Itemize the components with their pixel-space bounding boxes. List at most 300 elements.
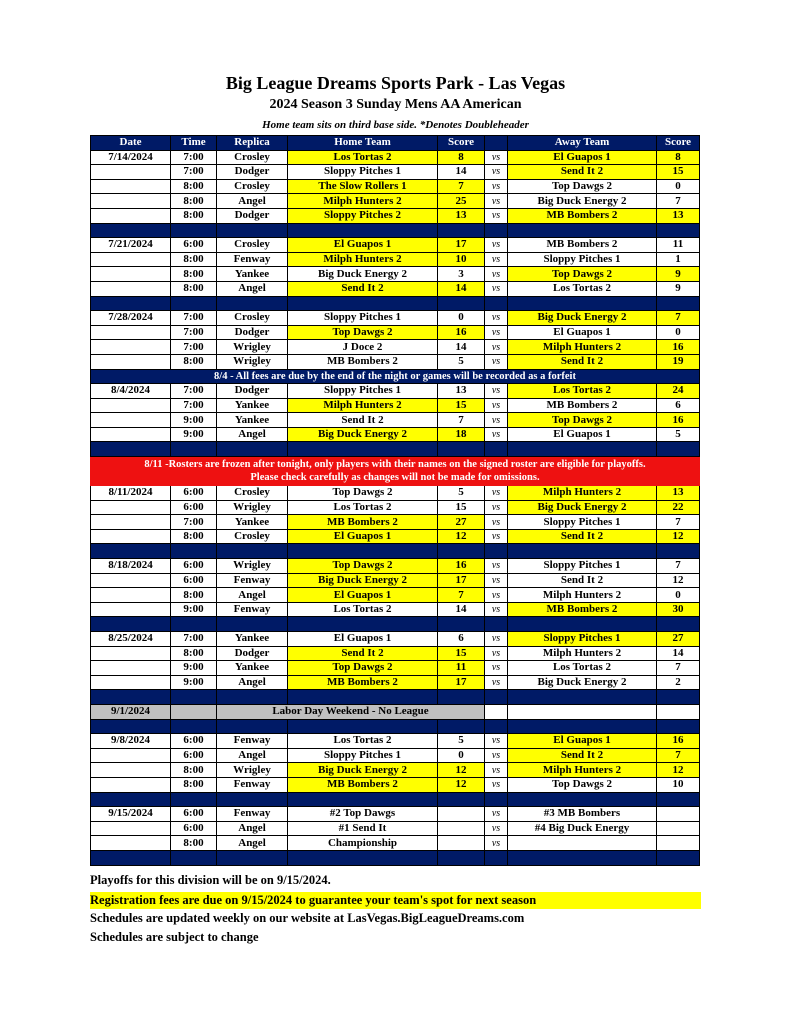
replica-field-cell: Crosley xyxy=(217,311,288,326)
time-cell: 8:00 xyxy=(171,836,217,851)
replica-field-cell: Angel xyxy=(217,821,288,836)
home-team-cell: Send It 2 xyxy=(288,413,438,428)
vs-cell: vs xyxy=(485,777,508,792)
spacer-cell xyxy=(485,617,508,632)
home-score-cell: 11 xyxy=(438,661,485,676)
holiday-row xyxy=(91,704,700,719)
spacer-cell xyxy=(288,792,438,807)
table-row xyxy=(91,238,700,253)
table-row xyxy=(91,646,700,661)
date-cell: 8/4/2024 xyxy=(91,384,171,399)
spacer-cell xyxy=(657,296,700,311)
registration-note: Registration fees are due on 9/15/2024 to guarantee your team's spot for next season xyxy=(90,892,701,909)
away-score-cell xyxy=(657,807,700,822)
col-header-home-score: Score xyxy=(438,136,485,151)
col-header-time: Time xyxy=(171,136,217,151)
spacer-cell xyxy=(438,442,485,457)
home-team-cell: Big Duck Energy 2 xyxy=(288,267,438,282)
home-score-cell: 18 xyxy=(438,427,485,442)
table-row xyxy=(91,208,700,223)
away-team-cell: Send It 2 xyxy=(508,748,657,763)
spacer-cell xyxy=(288,223,438,238)
vs-cell: vs xyxy=(485,208,508,223)
date-cell: 9/8/2024 xyxy=(91,734,171,749)
vs-cell: vs xyxy=(485,325,508,340)
spacer-cell xyxy=(438,544,485,559)
spacer-cell xyxy=(438,296,485,311)
away-score-cell: 7 xyxy=(657,661,700,676)
home-score-cell: 7 xyxy=(438,179,485,194)
spacer-cell xyxy=(171,223,217,238)
time-cell: 9:00 xyxy=(171,413,217,428)
away-team-cell: El Guapos 1 xyxy=(508,427,657,442)
time-cell: 8:00 xyxy=(171,267,217,282)
vs-cell: vs xyxy=(485,150,508,165)
spacer-cell xyxy=(171,544,217,559)
spacer-row xyxy=(91,296,700,311)
time-cell: 8:00 xyxy=(171,777,217,792)
away-score-cell: 19 xyxy=(657,354,700,369)
table-row xyxy=(91,777,700,792)
home-score-cell: 13 xyxy=(438,384,485,399)
fee-notice-text: 8/4 - All fees are due by the end of the night or games will be recorded as a forfeit xyxy=(91,369,700,384)
away-team-cell: Big Duck Energy 2 xyxy=(508,500,657,515)
vs-cell: vs xyxy=(485,194,508,209)
spacer-cell xyxy=(288,617,438,632)
spacer-cell xyxy=(485,223,508,238)
date-cell: 9/1/2024 xyxy=(91,704,171,719)
vs-cell: vs xyxy=(485,763,508,778)
replica-field-cell: Yankee xyxy=(217,267,288,282)
table-row xyxy=(91,675,700,690)
date-cell: 8/25/2024 xyxy=(91,632,171,647)
vs-cell: vs xyxy=(485,413,508,428)
spacer-cell xyxy=(485,792,508,807)
away-score-cell: 9 xyxy=(657,281,700,296)
home-score-cell: 17 xyxy=(438,238,485,253)
home-team-cell: Big Duck Energy 2 xyxy=(288,573,438,588)
spacer-cell xyxy=(171,617,217,632)
replica-field-cell: Angel xyxy=(217,836,288,851)
spacer-cell xyxy=(438,223,485,238)
date-cell xyxy=(91,777,171,792)
home-score-cell: 14 xyxy=(438,602,485,617)
vs-cell: vs xyxy=(485,500,508,515)
vs-cell: vs xyxy=(485,311,508,326)
replica-field-cell: Crosley xyxy=(217,486,288,501)
table-row xyxy=(91,325,700,340)
spacer-cell xyxy=(508,850,657,865)
date-cell: 9/15/2024 xyxy=(91,807,171,822)
home-score-cell: 12 xyxy=(438,777,485,792)
replica-field-cell: Crosley xyxy=(217,179,288,194)
table-row xyxy=(91,661,700,676)
vs-cell: vs xyxy=(485,238,508,253)
vs-cell: vs xyxy=(485,398,508,413)
spacer-cell xyxy=(485,719,508,734)
home-score-cell: 8 xyxy=(438,150,485,165)
home-score-cell: 3 xyxy=(438,267,485,282)
home-team-cell: Milph Hunters 2 xyxy=(288,252,438,267)
home-score-cell: 5 xyxy=(438,486,485,501)
spacer-cell xyxy=(508,690,657,705)
spacer-cell xyxy=(657,719,700,734)
spacer-cell xyxy=(91,617,171,632)
date-cell xyxy=(91,252,171,267)
away-team-cell: Sloppy Pitches 1 xyxy=(508,632,657,647)
home-score-cell: 5 xyxy=(438,354,485,369)
home-score-cell: 14 xyxy=(438,281,485,296)
away-score-cell: 11 xyxy=(657,238,700,253)
away-team-cell: Big Duck Energy 2 xyxy=(508,675,657,690)
replica-field-cell: Angel xyxy=(217,194,288,209)
spacer-row xyxy=(91,850,700,865)
date-cell xyxy=(91,208,171,223)
date-cell xyxy=(91,165,171,180)
replica-field-cell: Yankee xyxy=(217,413,288,428)
time-cell: 6:00 xyxy=(171,821,217,836)
away-score-cell: 0 xyxy=(657,179,700,194)
date-cell xyxy=(91,267,171,282)
away-team-cell: Los Tortas 2 xyxy=(508,384,657,399)
spacer-cell xyxy=(91,223,171,238)
vs-cell: vs xyxy=(485,675,508,690)
time-cell: 8:00 xyxy=(171,281,217,296)
table-row xyxy=(91,486,700,501)
table-row xyxy=(91,340,700,355)
replica-field-cell: Fenway xyxy=(217,252,288,267)
date-cell xyxy=(91,529,171,544)
col-header-away-team: Away Team xyxy=(508,136,657,151)
table-row xyxy=(91,252,700,267)
table-row xyxy=(91,836,700,851)
replica-field-cell: Angel xyxy=(217,748,288,763)
home-team-cell: J Doce 2 xyxy=(288,340,438,355)
table-row xyxy=(91,311,700,326)
vs-cell: vs xyxy=(485,515,508,530)
schedule-table xyxy=(90,135,700,866)
away-score-cell: 10 xyxy=(657,777,700,792)
time-cell: 6:00 xyxy=(171,734,217,749)
away-score-cell: 15 xyxy=(657,165,700,180)
table-row xyxy=(91,281,700,296)
home-score-cell: 14 xyxy=(438,340,485,355)
vs-cell: vs xyxy=(485,573,508,588)
date-cell xyxy=(91,573,171,588)
home-score-cell: 14 xyxy=(438,165,485,180)
table-row xyxy=(91,748,700,763)
vs-cell: vs xyxy=(485,807,508,822)
playoffs-note: Playoffs for this division will be on 9/15/2024. xyxy=(90,873,331,887)
spacer-cell xyxy=(288,442,438,457)
spacer-cell xyxy=(438,850,485,865)
vs-cell: vs xyxy=(485,646,508,661)
website-note: Schedules are updated weekly on our website at LasVegas.BigLeagueDreams.com xyxy=(90,911,525,925)
vs-cell: vs xyxy=(485,427,508,442)
table-row xyxy=(91,413,700,428)
roster-alert-line-1: 8/11 -Rosters are frozen after tonight, only players with their names on the signed roster are eligible for playoffs. xyxy=(144,459,646,471)
away-score-cell: 16 xyxy=(657,340,700,355)
replica-field-cell: Dodger xyxy=(217,384,288,399)
home-score-cell: 16 xyxy=(438,559,485,574)
date-cell xyxy=(91,281,171,296)
home-score-cell xyxy=(438,807,485,822)
spacer-cell xyxy=(91,442,171,457)
home-team-cell: Los Tortas 2 xyxy=(288,150,438,165)
home-score-cell: 6 xyxy=(438,632,485,647)
date-cell xyxy=(91,661,171,676)
spacer-cell xyxy=(91,544,171,559)
home-team-cell: Top Dawgs 2 xyxy=(288,486,438,501)
spacer-cell xyxy=(288,719,438,734)
away-score-cell: 2 xyxy=(657,675,700,690)
table-header-row xyxy=(91,136,700,151)
spacer-cell xyxy=(217,296,288,311)
spacer-cell xyxy=(508,544,657,559)
away-score-cell: 0 xyxy=(657,588,700,603)
home-team-cell: The Slow Rollers 1 xyxy=(288,179,438,194)
vs-cell: vs xyxy=(485,821,508,836)
home-score-cell: 5 xyxy=(438,734,485,749)
replica-field-cell: Dodger xyxy=(217,646,288,661)
home-team-cell: El Guapos 1 xyxy=(288,238,438,253)
home-score-cell: 7 xyxy=(438,413,485,428)
replica-field-cell: Fenway xyxy=(217,777,288,792)
away-team-cell: Los Tortas 2 xyxy=(508,661,657,676)
col-header-date: Date xyxy=(91,136,171,151)
spacer-cell xyxy=(217,442,288,457)
page-title: Big League Dreams Sports Park - Las Vegas xyxy=(225,73,566,93)
away-team-cell: MB Bombers 2 xyxy=(508,602,657,617)
spacer-cell xyxy=(485,544,508,559)
away-team-cell: Los Tortas 2 xyxy=(508,281,657,296)
away-score-cell: 8 xyxy=(657,150,700,165)
away-score-cell: 0 xyxy=(657,325,700,340)
home-score-cell: 15 xyxy=(438,398,485,413)
spacer-cell xyxy=(288,690,438,705)
spacer-cell xyxy=(91,792,171,807)
col-header-replica: Replica xyxy=(217,136,288,151)
replica-field-cell: Crosley xyxy=(217,238,288,253)
time-cell: 7:00 xyxy=(171,384,217,399)
spacer-cell xyxy=(171,296,217,311)
home-team-cell: Send It 2 xyxy=(288,646,438,661)
home-team-cell: Sloppy Pitches 2 xyxy=(288,208,438,223)
away-score-cell: 12 xyxy=(657,763,700,778)
time-cell: 8:00 xyxy=(171,252,217,267)
home-team-cell: Big Duck Energy 2 xyxy=(288,427,438,442)
table-row xyxy=(91,734,700,749)
spacer-cell xyxy=(657,792,700,807)
home-team-cell: MB Bombers 2 xyxy=(288,354,438,369)
home-team-cell: Sloppy Pitches 1 xyxy=(288,384,438,399)
home-score-cell: 13 xyxy=(438,208,485,223)
away-score-cell: 14 xyxy=(657,646,700,661)
time-cell: 7:00 xyxy=(171,632,217,647)
vs-cell: vs xyxy=(485,384,508,399)
spacer-row xyxy=(91,544,700,559)
away-team-cell: Top Dawgs 2 xyxy=(508,777,657,792)
home-score-cell: 16 xyxy=(438,325,485,340)
away-team-cell: Milph Hunters 2 xyxy=(508,588,657,603)
spacer-cell xyxy=(508,223,657,238)
away-score-cell xyxy=(657,821,700,836)
home-team-cell: Milph Hunters 2 xyxy=(288,194,438,209)
home-score-cell: 0 xyxy=(438,311,485,326)
col-header-away-score: Score xyxy=(657,136,700,151)
page-subtitle: 2024 Season 3 Sunday Mens AA American xyxy=(269,97,522,112)
date-cell xyxy=(91,821,171,836)
replica-field-cell: Fenway xyxy=(217,807,288,822)
spacer-cell xyxy=(508,792,657,807)
col-header-vs xyxy=(485,136,508,151)
spacer-cell xyxy=(657,690,700,705)
away-score-cell: 7 xyxy=(657,748,700,763)
table-row xyxy=(91,500,700,515)
time-cell: 8:00 xyxy=(171,529,217,544)
replica-field-cell: Crosley xyxy=(217,150,288,165)
vs-cell: vs xyxy=(485,602,508,617)
date-cell: 7/28/2024 xyxy=(91,311,171,326)
home-score-cell: 0 xyxy=(438,748,485,763)
home-team-cell: #2 Top Dawgs xyxy=(288,807,438,822)
table-row xyxy=(91,763,700,778)
home-team-cell: El Guapos 1 xyxy=(288,632,438,647)
spacer-cell xyxy=(217,850,288,865)
spacer-cell xyxy=(508,719,657,734)
vs-cell: vs xyxy=(485,165,508,180)
replica-field-cell: Wrigley xyxy=(217,559,288,574)
table-row xyxy=(91,515,700,530)
vs-cell: vs xyxy=(485,632,508,647)
date-cell xyxy=(91,748,171,763)
away-team-cell: Milph Hunters 2 xyxy=(508,340,657,355)
spacer-cell xyxy=(217,719,288,734)
spacer-row xyxy=(91,719,700,734)
replica-field-cell: Angel xyxy=(217,427,288,442)
replica-field-cell: Fenway xyxy=(217,602,288,617)
table-row xyxy=(91,427,700,442)
spacer-cell xyxy=(171,719,217,734)
home-score-cell xyxy=(438,821,485,836)
away-team-cell: Top Dawgs 2 xyxy=(508,179,657,194)
replica-field-cell: Angel xyxy=(217,588,288,603)
roster-alert-row xyxy=(91,457,700,486)
spacer-cell xyxy=(657,617,700,632)
away-score-cell: 13 xyxy=(657,486,700,501)
home-score-cell: 15 xyxy=(438,646,485,661)
home-score-cell: 17 xyxy=(438,675,485,690)
time-cell: 9:00 xyxy=(171,602,217,617)
home-score-cell xyxy=(438,836,485,851)
spacer-cell xyxy=(217,792,288,807)
time-cell: 7:00 xyxy=(171,398,217,413)
home-team-cell: Top Dawgs 2 xyxy=(288,325,438,340)
time-cell: 6:00 xyxy=(171,486,217,501)
home-score-cell: 25 xyxy=(438,194,485,209)
vs-cell: vs xyxy=(485,179,508,194)
vs-cell: vs xyxy=(485,354,508,369)
spacer-row xyxy=(91,690,700,705)
table-row xyxy=(91,602,700,617)
vs-cell: vs xyxy=(485,836,508,851)
vs-cell: vs xyxy=(485,559,508,574)
home-team-cell: Big Duck Energy 2 xyxy=(288,763,438,778)
holiday-blank-cell xyxy=(508,704,657,719)
away-score-cell: 27 xyxy=(657,632,700,647)
table-row xyxy=(91,384,700,399)
date-cell xyxy=(91,646,171,661)
time-cell: 7:00 xyxy=(171,340,217,355)
home-score-cell: 15 xyxy=(438,500,485,515)
vs-cell: vs xyxy=(485,486,508,501)
table-row xyxy=(91,559,700,574)
spacer-cell xyxy=(91,690,171,705)
date-cell xyxy=(91,763,171,778)
away-score-cell: 7 xyxy=(657,311,700,326)
vs-cell: vs xyxy=(485,748,508,763)
spacer-cell xyxy=(508,296,657,311)
spacer-cell xyxy=(171,442,217,457)
roster-alert-line-2: Please check carefully as changes will not be made for omissions. xyxy=(250,472,540,484)
away-score-cell: 22 xyxy=(657,500,700,515)
time-cell: 6:00 xyxy=(171,573,217,588)
table-row xyxy=(91,398,700,413)
home-team-cell: Sloppy Pitches 1 xyxy=(288,165,438,180)
away-score-cell: 16 xyxy=(657,413,700,428)
spacer-cell xyxy=(508,617,657,632)
spacer-row xyxy=(91,223,700,238)
spacer-row xyxy=(91,792,700,807)
vs-cell: vs xyxy=(485,252,508,267)
time-cell: 8:00 xyxy=(171,208,217,223)
spacer-cell xyxy=(438,617,485,632)
time-cell: 9:00 xyxy=(171,661,217,676)
time-cell: 6:00 xyxy=(171,559,217,574)
date-cell xyxy=(91,398,171,413)
time-cell: 7:00 xyxy=(171,311,217,326)
spacer-cell xyxy=(171,690,217,705)
spacer-cell xyxy=(438,690,485,705)
home-team-cell: Top Dawgs 2 xyxy=(288,661,438,676)
time-cell: 7:00 xyxy=(171,150,217,165)
table-row xyxy=(91,267,700,282)
date-cell xyxy=(91,588,171,603)
away-team-cell: Top Dawgs 2 xyxy=(508,413,657,428)
replica-field-cell: Fenway xyxy=(217,734,288,749)
home-team-cell: Top Dawgs 2 xyxy=(288,559,438,574)
time-cell: 7:00 xyxy=(171,325,217,340)
vs-cell: vs xyxy=(485,529,508,544)
away-team-cell: Send It 2 xyxy=(508,573,657,588)
subject-to-change-note: Schedules are subject to change xyxy=(90,930,259,944)
date-cell xyxy=(91,354,171,369)
home-team-cell: El Guapos 1 xyxy=(288,529,438,544)
date-cell xyxy=(91,194,171,209)
spacer-cell xyxy=(657,850,700,865)
date-cell xyxy=(91,340,171,355)
spacer-cell xyxy=(288,296,438,311)
away-team-cell: Send It 2 xyxy=(508,354,657,369)
away-score-cell: 7 xyxy=(657,515,700,530)
table-row xyxy=(91,821,700,836)
away-team-cell: Send It 2 xyxy=(508,529,657,544)
spacer-cell xyxy=(171,792,217,807)
replica-field-cell: Wrigley xyxy=(217,763,288,778)
table-row xyxy=(91,165,700,180)
away-score-cell: 6 xyxy=(657,398,700,413)
home-score-cell: 12 xyxy=(438,763,485,778)
